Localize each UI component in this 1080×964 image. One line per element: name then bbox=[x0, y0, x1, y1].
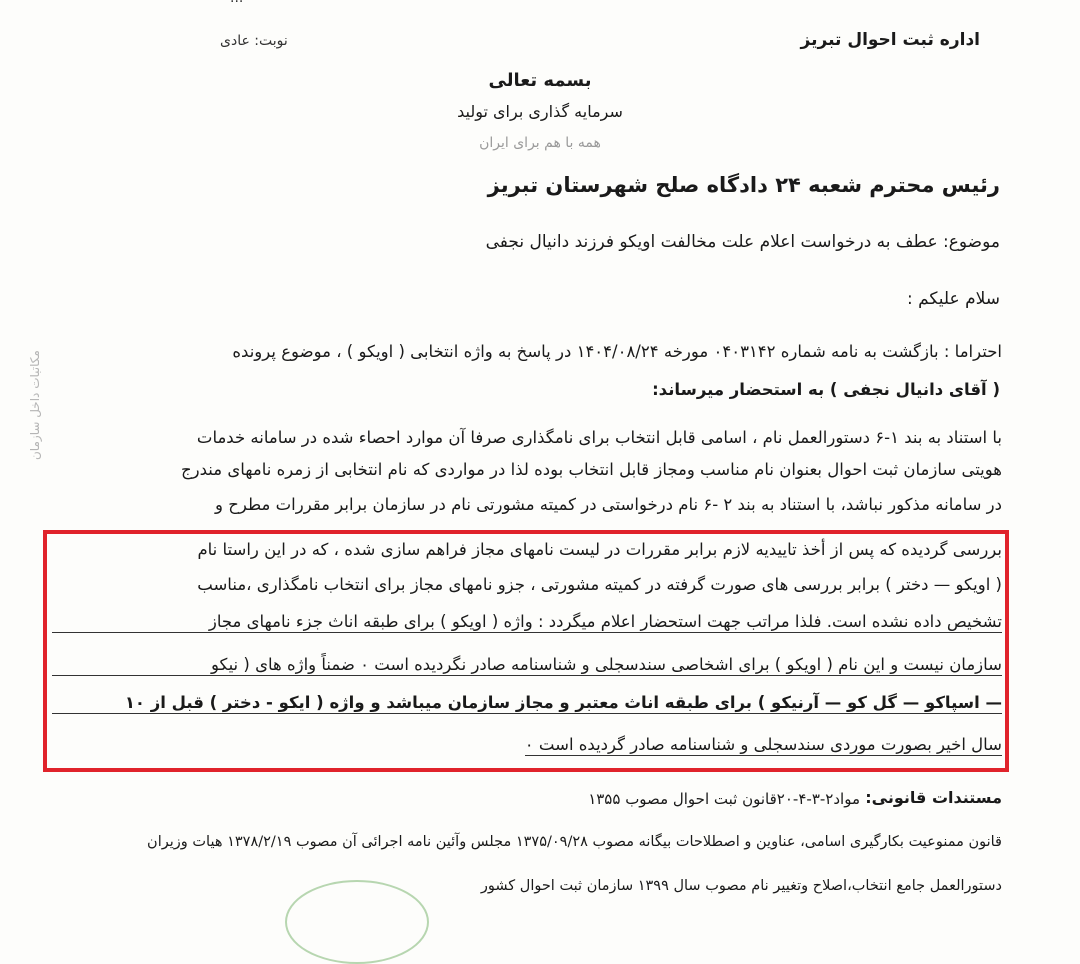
legal-document-line: قانون ممنوعیت بکارگیری اسامی، عناوین و اصطلاحات بیگانه مصوب ۱۳۷۵/۰۹/۲۸ مجلس وآئین نامه اجرائی آن مصوب ۱۳۷۸/۲/۱۹ هیات وزیران bbox=[147, 834, 1002, 850]
body-line: سازمان نیست و این نام ( اویکو ) برای اشخاصی سندسجلی و شناسنامه صادر نگردیده است ۰ ضمناً واژه های ( نیکو bbox=[52, 655, 1002, 676]
top-cropped-text bbox=[230, 0, 243, 6]
body-line: سال اخیر بصورت موردی سندسجلی و شناسنامه صادر گردیده است ۰ bbox=[524, 735, 1002, 754]
subject-line: موضوع: عطف به درخواست اعلام علت مخالفت اویکو فرزند دانیال نجفی bbox=[485, 232, 1000, 252]
official-stamp bbox=[285, 880, 429, 964]
recipient: رئیس محترم شعبه ۲۴ دادگاه صلح شهرستان تبریز bbox=[487, 173, 1000, 197]
body-line: ( آقای دانیال نجفی ) به استحضار میرساند: bbox=[652, 380, 1000, 399]
body-line: تشخیص داده نشده است. فلذا مراتب جهت استحضار اعلام میگردد : واژه ( اویکو ) برای طبقه اناث جزء نامهای مجاز bbox=[52, 612, 1002, 633]
body-line: در سامانه مذکور نباشد، با استناد به بند ۲ -۶ نام درخواستی در کمیته مشورتی نام در سازمان برابر مقررات مطرح و bbox=[215, 495, 1002, 514]
legal-document-line: مواد۲-۳-۴-۲۰قانون ثبت احوال مصوب ۱۳۵۵ bbox=[588, 790, 860, 808]
body-line: احتراما : بازگشت به نامه شماره ۰۴۰۳۱۴۲ مورخه ۱۴۰۴/۰۸/۲۴ در پاسخ به واژه انتخابی ( اویکو ) ، موضوع پرونده bbox=[232, 342, 1002, 361]
body-line: ( اویکو — دختر ) برابر بررسی های صورت گرفته در کمیته مشورتی ، جزو نامهای مجاز برای انتخاب نامگذاری ،مناسب bbox=[197, 575, 1002, 594]
priority bbox=[220, 33, 288, 49]
side-stamp-text: مکاتبات داخل سازمان bbox=[28, 350, 42, 460]
bismillah-heading: بسمه تعالی bbox=[488, 70, 592, 91]
priority-label: نوبت: bbox=[254, 33, 288, 49]
body-line: با استناد به بند ۱-۶ دستورالعمل نام ، اسامی قابل انتخاب برای نامگذاری صرفا آن موارد احصاء شده در سامانه خدمات bbox=[196, 428, 1002, 447]
slogan-line-2: همه با هم برای ایران bbox=[479, 135, 601, 151]
office-name: اداره ثبت احوال تبریز bbox=[800, 30, 980, 50]
body-line: — اسپاکو — گل کو — آرنیکو ) برای طبقه اناث معتبر و مجاز سازمان میباشد و واژه ( ایکو - دختر ) قبل از ۱۰ bbox=[52, 693, 1002, 714]
legal-documents-label: مستندات قانونی: bbox=[865, 788, 1002, 807]
priority-value: عادی bbox=[220, 33, 250, 49]
body-line: هویتی سازمان ثبت احوال بعنوان نام مناسب ومجاز قابل انتخاب بوده لذا در مواردی که نام انتخابی از زمره نامهای مندرج bbox=[181, 460, 1002, 479]
legal-document-line: دستورالعمل جامع انتخاب،اصلاح وتغییر نام مصوب سال ۱۳۹۹ سازمان ثبت احوال کشور bbox=[480, 878, 1002, 894]
greeting: سلام علیکم : bbox=[906, 289, 1000, 309]
highlight-box bbox=[43, 530, 1009, 772]
body-line: بررسی گردیده که پس از أخذ تاییدیه لازم برابر مقررات در لیست نامهای مجاز فراهم سازی شده ، که در این راستا نام bbox=[197, 540, 1002, 559]
slogan-line-1: سرمایه گذاری برای تولید bbox=[457, 102, 623, 121]
